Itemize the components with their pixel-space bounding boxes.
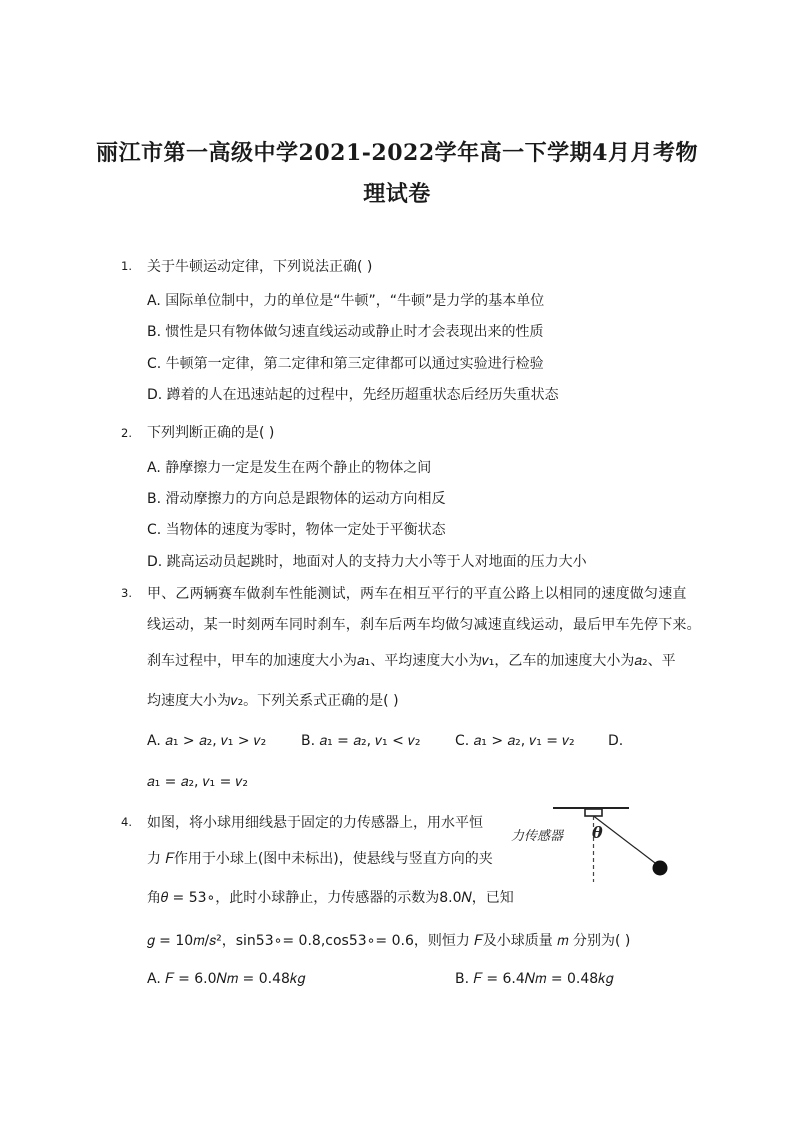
question-3-line-2: 线运动，某一时刻两车同时刹车，刹车后两车均做匀减速直线运动，最后甲车先停下来。 <box>147 617 701 633</box>
question-3-line-4: 均速度大小为𝑣₂。下列关系式正确的是( ) <box>147 693 399 709</box>
question-4-number: 4. <box>121 815 132 829</box>
question-3-option-d-content: 𝑎₁ = 𝑎₂, 𝑣₁ = 𝑣₂ <box>147 774 248 790</box>
question-4-line-2: 力 𝐹作用于小球上(图中未标出)，使悬线与竖直方向的夹 <box>147 851 493 867</box>
question-1-number: 1. <box>121 259 132 273</box>
question-2-stem: 下列判断正确的是( ) <box>147 425 275 441</box>
question-2-option-b: B. 滑动摩擦力的方向总是跟物体的运动方向相反 <box>147 491 446 507</box>
suspension-string <box>594 816 660 866</box>
question-2-option-c: C. 当物体的速度为零时，物体一定处于平衡状态 <box>147 522 446 538</box>
question-3-option-d: D. <box>608 733 624 749</box>
question-3-option-b: B. 𝑎₁ = 𝑎₂, 𝑣₁ < 𝑣₂ <box>301 733 421 749</box>
question-4-line-1: 如图，将小球用细线悬于固定的力传感器上，用水平恒 <box>147 815 483 831</box>
question-1-option-d: D. 蹲着的人在迅速站起的过程中，先经历超重状态后经历失重状态 <box>147 387 559 403</box>
ball <box>653 861 668 876</box>
question-3-line-1: 甲、乙两辆赛车做刹车性能测试，两车在相互平行的平直公路上以相同的速度做匀速直 <box>147 586 687 602</box>
question-4-line-4: 𝑔 = 10𝑚/𝑠²，sin53∘= 0.8,cos53∘= 0.6，则恒力 𝐹及小球质量 𝑚 分别为( ) <box>147 933 631 949</box>
question-4-option-a: A. 𝐹 = 6.0𝑁𝑚 = 0.48𝑘𝑔 <box>147 971 306 987</box>
question-2-option-d: D. 跳高运动员起跳时，地面对人的支持力大小等于人对地面的压力大小 <box>147 554 587 570</box>
question-3-option-a: A. 𝑎₁ > 𝑎₂, 𝑣₁ > 𝑣₂ <box>147 733 267 749</box>
question-3-number: 3. <box>121 586 132 600</box>
page-title-line1: 丽江市第一高级中学2021-2022学年高一下学期4月月考物 <box>96 140 698 166</box>
question-1-option-b: B. 惯性是只有物体做匀速直线运动或静止时才会表现出来的性质 <box>147 324 544 340</box>
question-3-option-c: C. 𝑎₁ > 𝑎₂, 𝑣₁ = 𝑣₂ <box>455 733 575 749</box>
question-3-line-3: 刹车过程中，甲车的加速度大小为𝑎₁、平均速度大小为𝑣₁，乙车的加速度大小为𝑎₂、平 <box>147 653 676 669</box>
question-4-option-b: B. 𝐹 = 6.4𝑁𝑚 = 0.48𝑘𝑔 <box>455 971 614 987</box>
question-1-option-a: A. 国际单位制中，力的单位是“牛顿”，“牛顿”是力学的基本单位 <box>147 293 545 309</box>
question-2-number: 2. <box>121 426 132 440</box>
question-1-option-c: C. 牛顿第一定律，第二定律和第三定律都可以通过实验进行检验 <box>147 356 544 372</box>
question-4-line-3: 角𝜃 = 53∘，此时小球静止，力传感器的示数为8.0𝑁，已知 <box>147 890 514 906</box>
page-title-line2: 理试卷 <box>363 181 431 207</box>
pendulum-diagram <box>505 800 675 885</box>
angle-theta-label: θ <box>592 823 603 842</box>
question-2-option-a: A. 静摩擦力一定是发生在两个静止的物体之间 <box>147 460 432 476</box>
force-sensor-box <box>585 809 602 816</box>
question-1-stem: 关于牛顿运动定律，下列说法正确( ) <box>147 259 373 275</box>
force-sensor-label: 力传感器 <box>511 829 564 844</box>
